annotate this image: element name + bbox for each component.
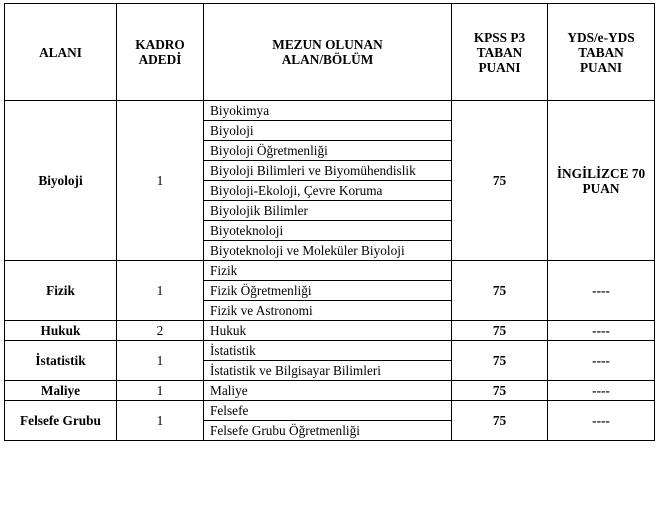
yds-score-cell: ----: [548, 381, 655, 401]
department-list: [204, 381, 452, 401]
department-item: Maliye: [210, 383, 248, 398]
department-item: Fizik: [204, 261, 451, 281]
department-list: [204, 321, 452, 341]
kpss-score-cell: 75: [452, 381, 548, 401]
kpss-score-cell: 75: [452, 401, 548, 441]
department-item: Felsefe: [204, 401, 451, 421]
area-cell: Hukuk: [5, 321, 117, 341]
count-cell: 1: [117, 341, 204, 381]
header-row: [5, 4, 655, 101]
count-cell: 1: [117, 401, 204, 441]
department-item: İstatistik ve Bilgisayar Bilimleri: [210, 363, 381, 378]
positions-table: [4, 3, 655, 441]
department-item: Biyoloji-Ekoloji, Çevre Koruma: [204, 181, 451, 201]
area-cell: Fizik: [5, 261, 117, 321]
header-kpss: KPSS P3 TABAN PUANI: [452, 4, 548, 101]
area-cell: İstatistik: [5, 341, 117, 381]
count-cell: 2: [117, 321, 204, 341]
department-item: Biyoloji Öğretmenliği: [204, 141, 451, 161]
department-item: Biyoloji Bilimleri ve Biyomühendislik: [204, 161, 451, 181]
table-row: [5, 101, 655, 261]
area-cell: Biyoloji: [5, 101, 117, 261]
yds-score-cell: ----: [548, 341, 655, 381]
kpss-score-cell: 75: [452, 341, 548, 381]
document-page: [4, 3, 655, 441]
department-item: Biyoloji: [204, 121, 451, 141]
kpss-score-cell: 75: [452, 101, 548, 261]
table-row: [5, 381, 655, 401]
department-list: [204, 101, 452, 261]
kpss-score-cell: 75: [452, 321, 548, 341]
department-item: İstatistik: [204, 341, 451, 361]
yds-score-cell: ----: [548, 321, 655, 341]
table-row: [5, 401, 655, 441]
yds-score-cell: ----: [548, 261, 655, 321]
department-item: Hukuk: [210, 323, 247, 338]
department-item: Felsefe Grubu Öğretmenliği: [210, 423, 360, 438]
kpss-score-cell: 75: [452, 261, 548, 321]
header-dept: MEZUN OLUNAN ALAN/BÖLÜM: [204, 4, 452, 101]
table-row: [5, 341, 655, 381]
department-list: [204, 401, 452, 441]
area-cell: Felsefe Grubu: [5, 401, 117, 441]
header-count: KADRO ADEDİ: [117, 4, 204, 101]
department-item: Fizik ve Astronomi: [210, 303, 313, 318]
header-area: ALANI: [5, 4, 117, 101]
department-list: [204, 341, 452, 381]
table-row: [5, 261, 655, 321]
department-list: [204, 261, 452, 321]
department-item: Biyolojik Bilimler: [204, 201, 451, 221]
yds-score-cell: ----: [548, 401, 655, 441]
table-row: [5, 321, 655, 341]
header-yds: YDS/e-YDS TABAN PUANI: [548, 4, 655, 101]
count-cell: 1: [117, 101, 204, 261]
department-item: Biyoteknoloji ve Moleküler Biyoloji: [210, 243, 405, 258]
count-cell: 1: [117, 261, 204, 321]
count-cell: 1: [117, 381, 204, 401]
department-item: Biyoteknoloji: [204, 221, 451, 241]
department-item: Biyokimya: [204, 101, 451, 121]
department-item: Fizik Öğretmenliği: [204, 281, 451, 301]
area-cell: Maliye: [5, 381, 117, 401]
yds-score-cell: İNGİLİZCE 70 PUAN: [548, 101, 655, 261]
